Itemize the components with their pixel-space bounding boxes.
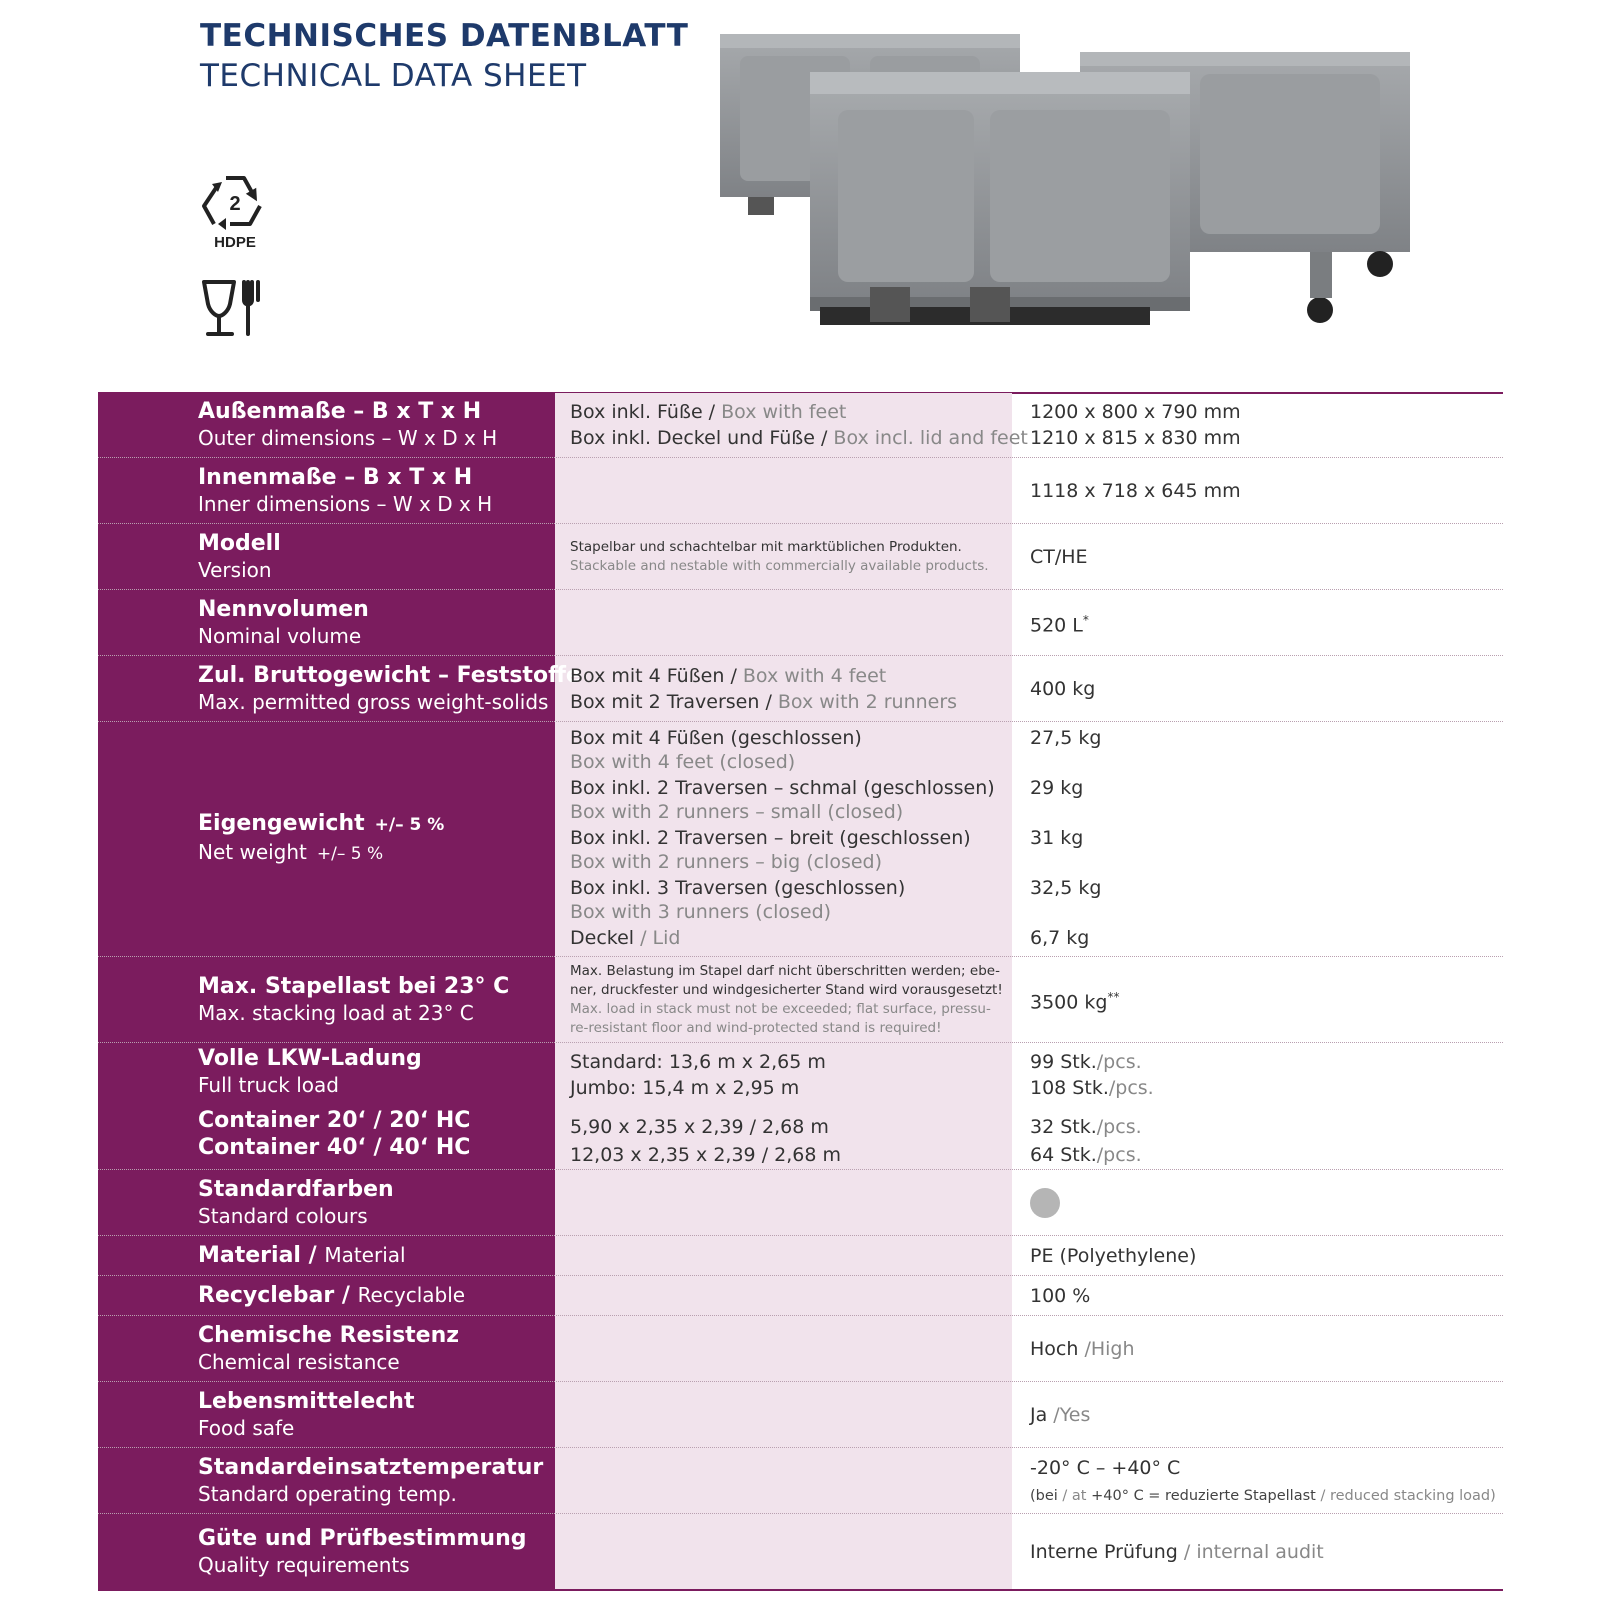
detail-de: Box inkl. 3 Traversen (geschlossen) xyxy=(570,877,906,899)
label-de: Standardfarben xyxy=(198,1176,394,1202)
label-en: Material xyxy=(324,1243,406,1267)
detail-de: ner, druckfester und windgesicherter Stand wird vorausgesetzt! xyxy=(570,981,1003,998)
label-en: Standard operating temp. xyxy=(198,1481,457,1506)
detail-de: Box inkl. Füße xyxy=(570,401,703,423)
label-en: Standard colours xyxy=(198,1203,368,1228)
value: 1118 x 718 x 645 mm xyxy=(1030,479,1241,502)
label-de: Chemische Resistenz xyxy=(198,1322,460,1348)
label-de: Container 20‘ / 20‘ HC xyxy=(198,1108,471,1133)
label-en: Chemical resistance xyxy=(198,1349,400,1374)
row-truck-and-container xyxy=(98,1043,1503,1170)
note-en: / at xyxy=(1057,1487,1092,1504)
value: 108 Stk. xyxy=(1030,1077,1109,1099)
detail: 12,03 x 2,35 x 2,39 / 2,68 m xyxy=(570,1144,841,1166)
label-de: Außenmaße – B x T x H xyxy=(198,399,482,424)
footnote-mark: * xyxy=(1082,612,1089,627)
value: 1200 x 800 x 790 mm xyxy=(1030,401,1241,423)
detail-en: Box with feet xyxy=(721,401,847,423)
detail-en: Box with 3 runners (closed) xyxy=(570,901,832,923)
value: 1210 x 815 x 830 mm xyxy=(1030,427,1241,449)
row-material xyxy=(98,1236,1503,1276)
food-safe-icon xyxy=(200,278,266,340)
svg-text:2: 2 xyxy=(229,193,241,215)
row-food-safe xyxy=(98,1382,1503,1448)
detail-de: Box mit 4 Füßen xyxy=(570,664,725,687)
note-en: / reduced stacking load) xyxy=(1315,1487,1496,1504)
label-en: Net weight xyxy=(198,840,307,864)
value: 520 L xyxy=(1030,614,1083,637)
value: PE (Polyethylene) xyxy=(1030,1244,1197,1267)
label-en: Inner dimensions – W x D x H xyxy=(198,491,493,516)
detail: Jumbo: 15,4 m x 2,95 m xyxy=(570,1077,800,1099)
label-en: Full truck load xyxy=(198,1073,339,1097)
row-gross-weight: Zul. Bruttogewicht – Feststoffe Max. permitted gross weight-solids Box mit 4 Füßen / Box with 4 feet Box mit 2 Traversen / Box with 2 runners 400 kg xyxy=(98,656,1503,722)
detail-en: Box incl. lid and feet xyxy=(833,427,1028,449)
label-de: Eigengewicht xyxy=(198,811,365,836)
detail-en: Box with 4 feet (closed) xyxy=(570,751,796,773)
title-english: TECHNICAL DATA SHEET xyxy=(200,58,587,94)
unit-en: /pcs. xyxy=(1108,1077,1154,1099)
row-operating-temperature xyxy=(98,1448,1503,1514)
value: 100 % xyxy=(1030,1284,1091,1307)
detail-de: Box mit 4 Füßen (geschlossen) xyxy=(570,727,862,749)
separator: / xyxy=(334,1283,358,1308)
grey-colour-swatch xyxy=(1030,1188,1060,1218)
label-en: Quality requirements xyxy=(198,1552,410,1577)
label-en: Outer dimensions – W x D x H xyxy=(198,426,498,450)
detail-en: Stackable and nestable with commercially available products. xyxy=(570,557,989,574)
detail-en: re-resistant floor and wind-protected stand is required! xyxy=(570,1019,942,1036)
label-en: Version xyxy=(198,557,272,582)
label-en: Recyclable xyxy=(357,1283,466,1307)
row-label xyxy=(198,393,553,457)
value-en: /Yes xyxy=(1047,1403,1091,1426)
row-standard-colours xyxy=(98,1170,1503,1236)
label-de: Lebensmittelecht xyxy=(198,1388,415,1414)
value: 31 kg xyxy=(1030,827,1084,849)
value-en: /High xyxy=(1078,1337,1135,1360)
row-quality-requirements xyxy=(98,1514,1503,1589)
label-de: Standardeinsatztemperatur xyxy=(198,1454,544,1480)
unit-en: /pcs. xyxy=(1096,1144,1142,1166)
detail-de: Box inkl. 2 Traversen – schmal (geschlossen) xyxy=(570,777,995,799)
box-front xyxy=(810,72,1190,325)
hdpe-label: HDPE xyxy=(214,234,256,251)
note: (bei xyxy=(1030,1487,1058,1504)
tolerance: +/– 5 % xyxy=(316,844,384,864)
detail-en: Box with 2 runners xyxy=(777,690,958,713)
tolerance: +/– 5 % xyxy=(374,815,445,835)
row-outer-dimensions xyxy=(98,393,1503,458)
label-en: Nominal volume xyxy=(198,623,362,648)
value: 32 Stk. xyxy=(1030,1116,1097,1138)
table-bottom-rule xyxy=(98,1589,1503,1591)
unit-en: /pcs. xyxy=(1096,1116,1142,1138)
label-de: Recyclebar xyxy=(198,1283,335,1308)
label-en: Food safe xyxy=(198,1415,295,1440)
detail-en: Box with 2 runners – small (closed) xyxy=(570,801,904,823)
detail-en: Box with 4 feet xyxy=(742,664,887,687)
row-inner-dimensions xyxy=(98,458,1503,524)
row-recyclable xyxy=(98,1276,1503,1316)
detail-de: Box mit 2 Traversen xyxy=(570,690,760,713)
detail-de: Box inkl. Deckel und Füße xyxy=(570,427,815,449)
separator: / xyxy=(300,1243,325,1268)
value: 99 Stk. xyxy=(1030,1051,1097,1073)
product-photo-pallet-boxes xyxy=(720,12,1440,347)
value: 3500 kg xyxy=(1030,991,1108,1014)
label-de: Max. Stapellast bei 23° C xyxy=(198,973,510,999)
value: 400 kg xyxy=(1030,677,1096,700)
row-nominal-volume xyxy=(98,590,1503,656)
detail: Standard: 13,6 m x 2,65 m xyxy=(570,1051,826,1073)
value: -20° C – +40° C xyxy=(1030,1456,1181,1479)
row-net-weight: Eigengewicht +/– 5 % Net weight +/– 5 % Box mit 4 Füßen (geschlossen) Box with 4 feet (closed) Box inkl. 2 Traversen – schmal (geschlossen) Box with 2 runners – small (closed) Box inkl. 2 Traversen – breit (geschlossen) Box with 2 runners – big (closed) Box inkl. 3 Traversen (geschlossen) Box with 3 runners (closed) Deckel / Lid 27,5 kg 29 kg 31 kg 32,5 kg 6,7 kg xyxy=(98,722,1503,957)
spec-table xyxy=(98,393,1503,1593)
detail-en: Max. load in stack must not be exceeded; flat surface, pressu- xyxy=(570,1000,991,1017)
row-stacking-load xyxy=(98,957,1503,1043)
detail-en: Lid xyxy=(652,927,681,949)
detail-de: Max. Belastung im Stapel darf nicht überschritten werden; ebe- xyxy=(570,962,1000,979)
value-de: Ja xyxy=(1030,1403,1048,1426)
label-de: Material xyxy=(198,1243,301,1268)
value-en: / internal audit xyxy=(1177,1540,1324,1563)
row-model xyxy=(98,524,1503,590)
recycle-hdpe-icon xyxy=(198,170,272,258)
title-german: TECHNISCHES DATENBLATT xyxy=(200,18,689,54)
detail-en: Box with 2 runners – big (closed) xyxy=(570,851,883,873)
value: 32,5 kg xyxy=(1030,877,1102,899)
detail-de: Deckel xyxy=(570,927,635,949)
label-de: Güte und Prüfbestimmung xyxy=(198,1525,527,1551)
footnote-mark: ** xyxy=(1107,989,1120,1004)
label-de: Volle LKW-Ladung xyxy=(198,1046,422,1071)
row-detail: Box inkl. Füße / Box with feet Box inkl. Deckel und Füße / Box incl. lid and feet xyxy=(570,401,1028,449)
unit-en: /pcs. xyxy=(1096,1051,1142,1073)
value-de: Hoch xyxy=(1030,1337,1079,1360)
note: +40° C = reduzierte Stapellast xyxy=(1091,1487,1316,1504)
label-de: Modell xyxy=(198,530,281,556)
value-de: Interne Prüfung xyxy=(1030,1540,1178,1563)
detail: 5,90 x 2,35 x 2,39 / 2,68 m xyxy=(570,1116,829,1138)
value: 6,7 kg xyxy=(1030,927,1090,949)
value: 64 Stk. xyxy=(1030,1144,1097,1166)
label-de: Zul. Bruttogewicht – Feststoffe xyxy=(198,662,581,688)
label-de: Innenmaße – B x T x H xyxy=(198,464,473,490)
detail-de: Box inkl. 2 Traversen – breit (geschlossen) xyxy=(570,827,971,849)
label-en: Max. permitted gross weight-solids xyxy=(198,689,549,714)
value: 27,5 kg xyxy=(1030,727,1102,749)
label-de: Container 40‘ / 40‘ HC xyxy=(198,1135,471,1160)
row-chemical-resistance xyxy=(98,1316,1503,1382)
value: 29 kg xyxy=(1030,777,1084,799)
row-value xyxy=(1030,393,1500,457)
label-en: Max. stacking load at 23° C xyxy=(198,1000,474,1025)
value: CT/HE xyxy=(1030,545,1088,568)
detail-de: Stapelbar und schachtelbar mit marktüblichen Produkten. xyxy=(570,538,962,555)
label-de: Nennvolumen xyxy=(198,596,369,622)
